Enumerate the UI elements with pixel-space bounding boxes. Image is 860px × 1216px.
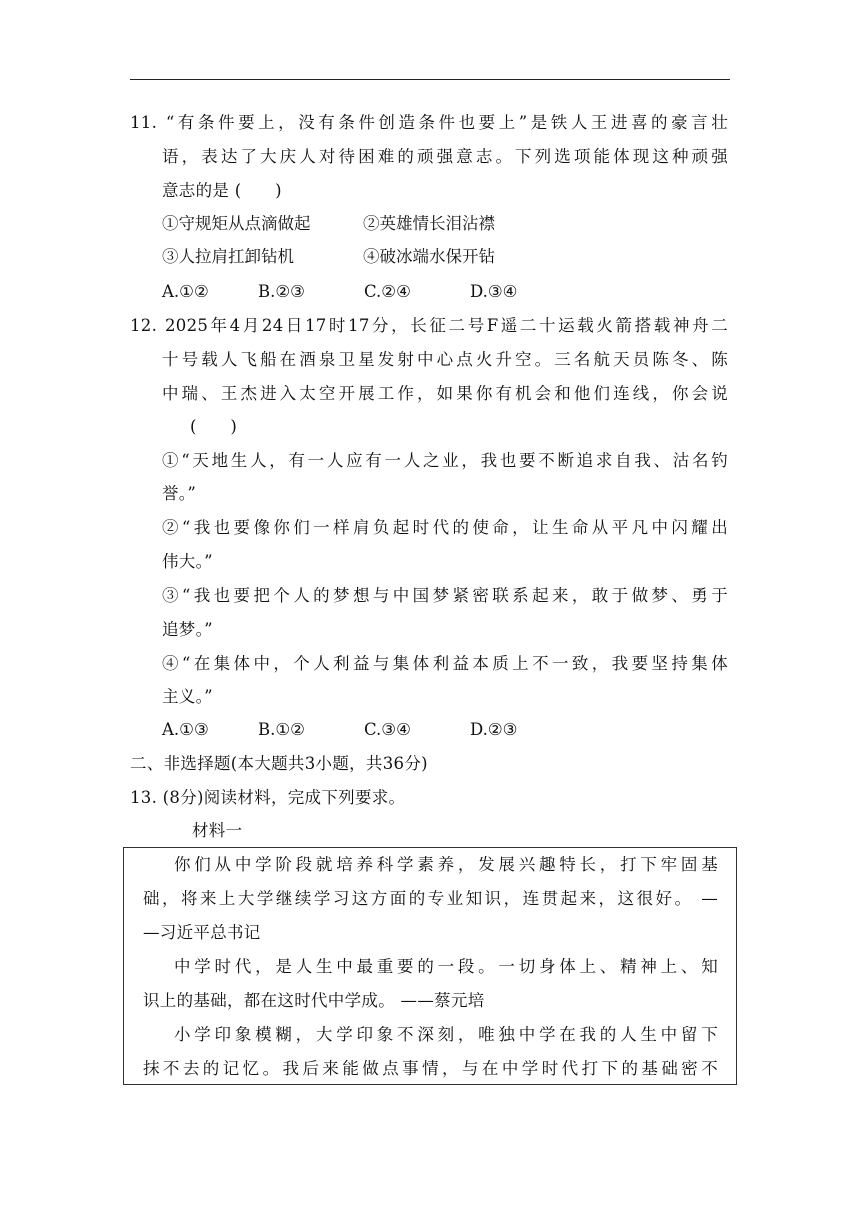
q12-option-3b: 追梦。”	[162, 620, 213, 639]
q12-option-1a: ①“天地生人，有一人应有一人之业，我也要不断追求自我、沽名钓	[162, 451, 728, 470]
material-label: 材料一	[192, 821, 243, 840]
q11-item-4: ④破冰端水保开钻	[363, 247, 495, 266]
q12-option-2a: ②“我也要像你们一样肩负起时代的使命，让生命从平凡中闪耀出	[162, 518, 728, 537]
q11-choice-d: D.③④	[470, 282, 518, 301]
material-p1-line-1: 你们从中学阶段就培养科学素养，发展兴趣特长，打下牢固基	[174, 855, 718, 874]
material-p3-line-2: 抹不去的记忆。我后来能做点事情，与在中学时代打下的基础密不	[143, 1059, 718, 1078]
q12-line-3: 中瑞、王杰进入太空开展工作，如果你有机会和他们连线，你会说	[162, 384, 728, 403]
q12-choice-d: D.②③	[470, 720, 518, 739]
q11-item-3: ③人拉肩扛卸钻机	[162, 247, 294, 266]
q11-item-1: ①守规矩从点滴做起	[162, 214, 311, 233]
header-rule	[130, 79, 730, 80]
material-p2-line-1: 中学时代，是人生中最重要的一段。一切身体上、精神上、知	[174, 957, 718, 976]
q11-choice-a: A.①②	[162, 282, 209, 301]
material-p1-line-3: —习近平总书记	[143, 923, 261, 942]
q11-line-3: 意志的是 ( )	[162, 181, 282, 200]
q12-line-2: 十号载人飞船在酒泉卫星发射中心点火升空。三名航天员陈冬、陈	[162, 350, 728, 369]
q12-choice-b: B.①②	[258, 720, 305, 739]
q12-option-2b: 伟大。”	[162, 552, 213, 571]
q12-option-4b: 主义。”	[162, 687, 213, 706]
q12-choice-a: A.①③	[162, 720, 209, 739]
q12-option-4a: ④“在集体中，个人利益与集体利益本质上不一致，我要坚持集体	[162, 654, 728, 673]
q12-line-4: ( )	[190, 417, 238, 436]
q12-choice-c: C.③④	[364, 720, 411, 739]
q11-line-2: 语，表达了大庆人对待困难的顽强意志。下列选项能体现这种顽强	[162, 147, 728, 166]
material-p3-line-1: 小学印象模糊，大学印象不深刻，唯独中学在我的人生中留下	[174, 1025, 718, 1044]
material-p1-line-2: 础，将来上大学继续学习这方面的专业知识，连贯起来，这很好。 —	[143, 889, 718, 908]
section-heading: 二、非选择题(本大题共3小题，共36分)	[130, 754, 428, 773]
q11-choice-c: C.②④	[364, 282, 411, 301]
q11-line-1: 11. “有条件要上，没有条件创造条件也要上”是铁人王进喜的豪言壮	[130, 113, 728, 132]
q11-item-2: ②英雄情长泪沾襟	[363, 214, 495, 233]
q13-heading: 13. (8分)阅读材料，完成下列要求。	[130, 788, 406, 807]
q12-option-1b: 誉。”	[162, 484, 197, 503]
q11-choice-b: B.②③	[258, 282, 305, 301]
q12-line-1: 12. 2025年4月24日17时17分，长征二号F遥二十运载火箭搭载神舟二	[130, 316, 728, 335]
q12-option-3a: ③“我也要把个人的梦想与中国梦紧密联系起来，敢于做梦、勇于	[162, 586, 728, 605]
material-p2-line-2: 识上的基础，都在这时代中学成。 ——蔡元培	[143, 991, 485, 1010]
